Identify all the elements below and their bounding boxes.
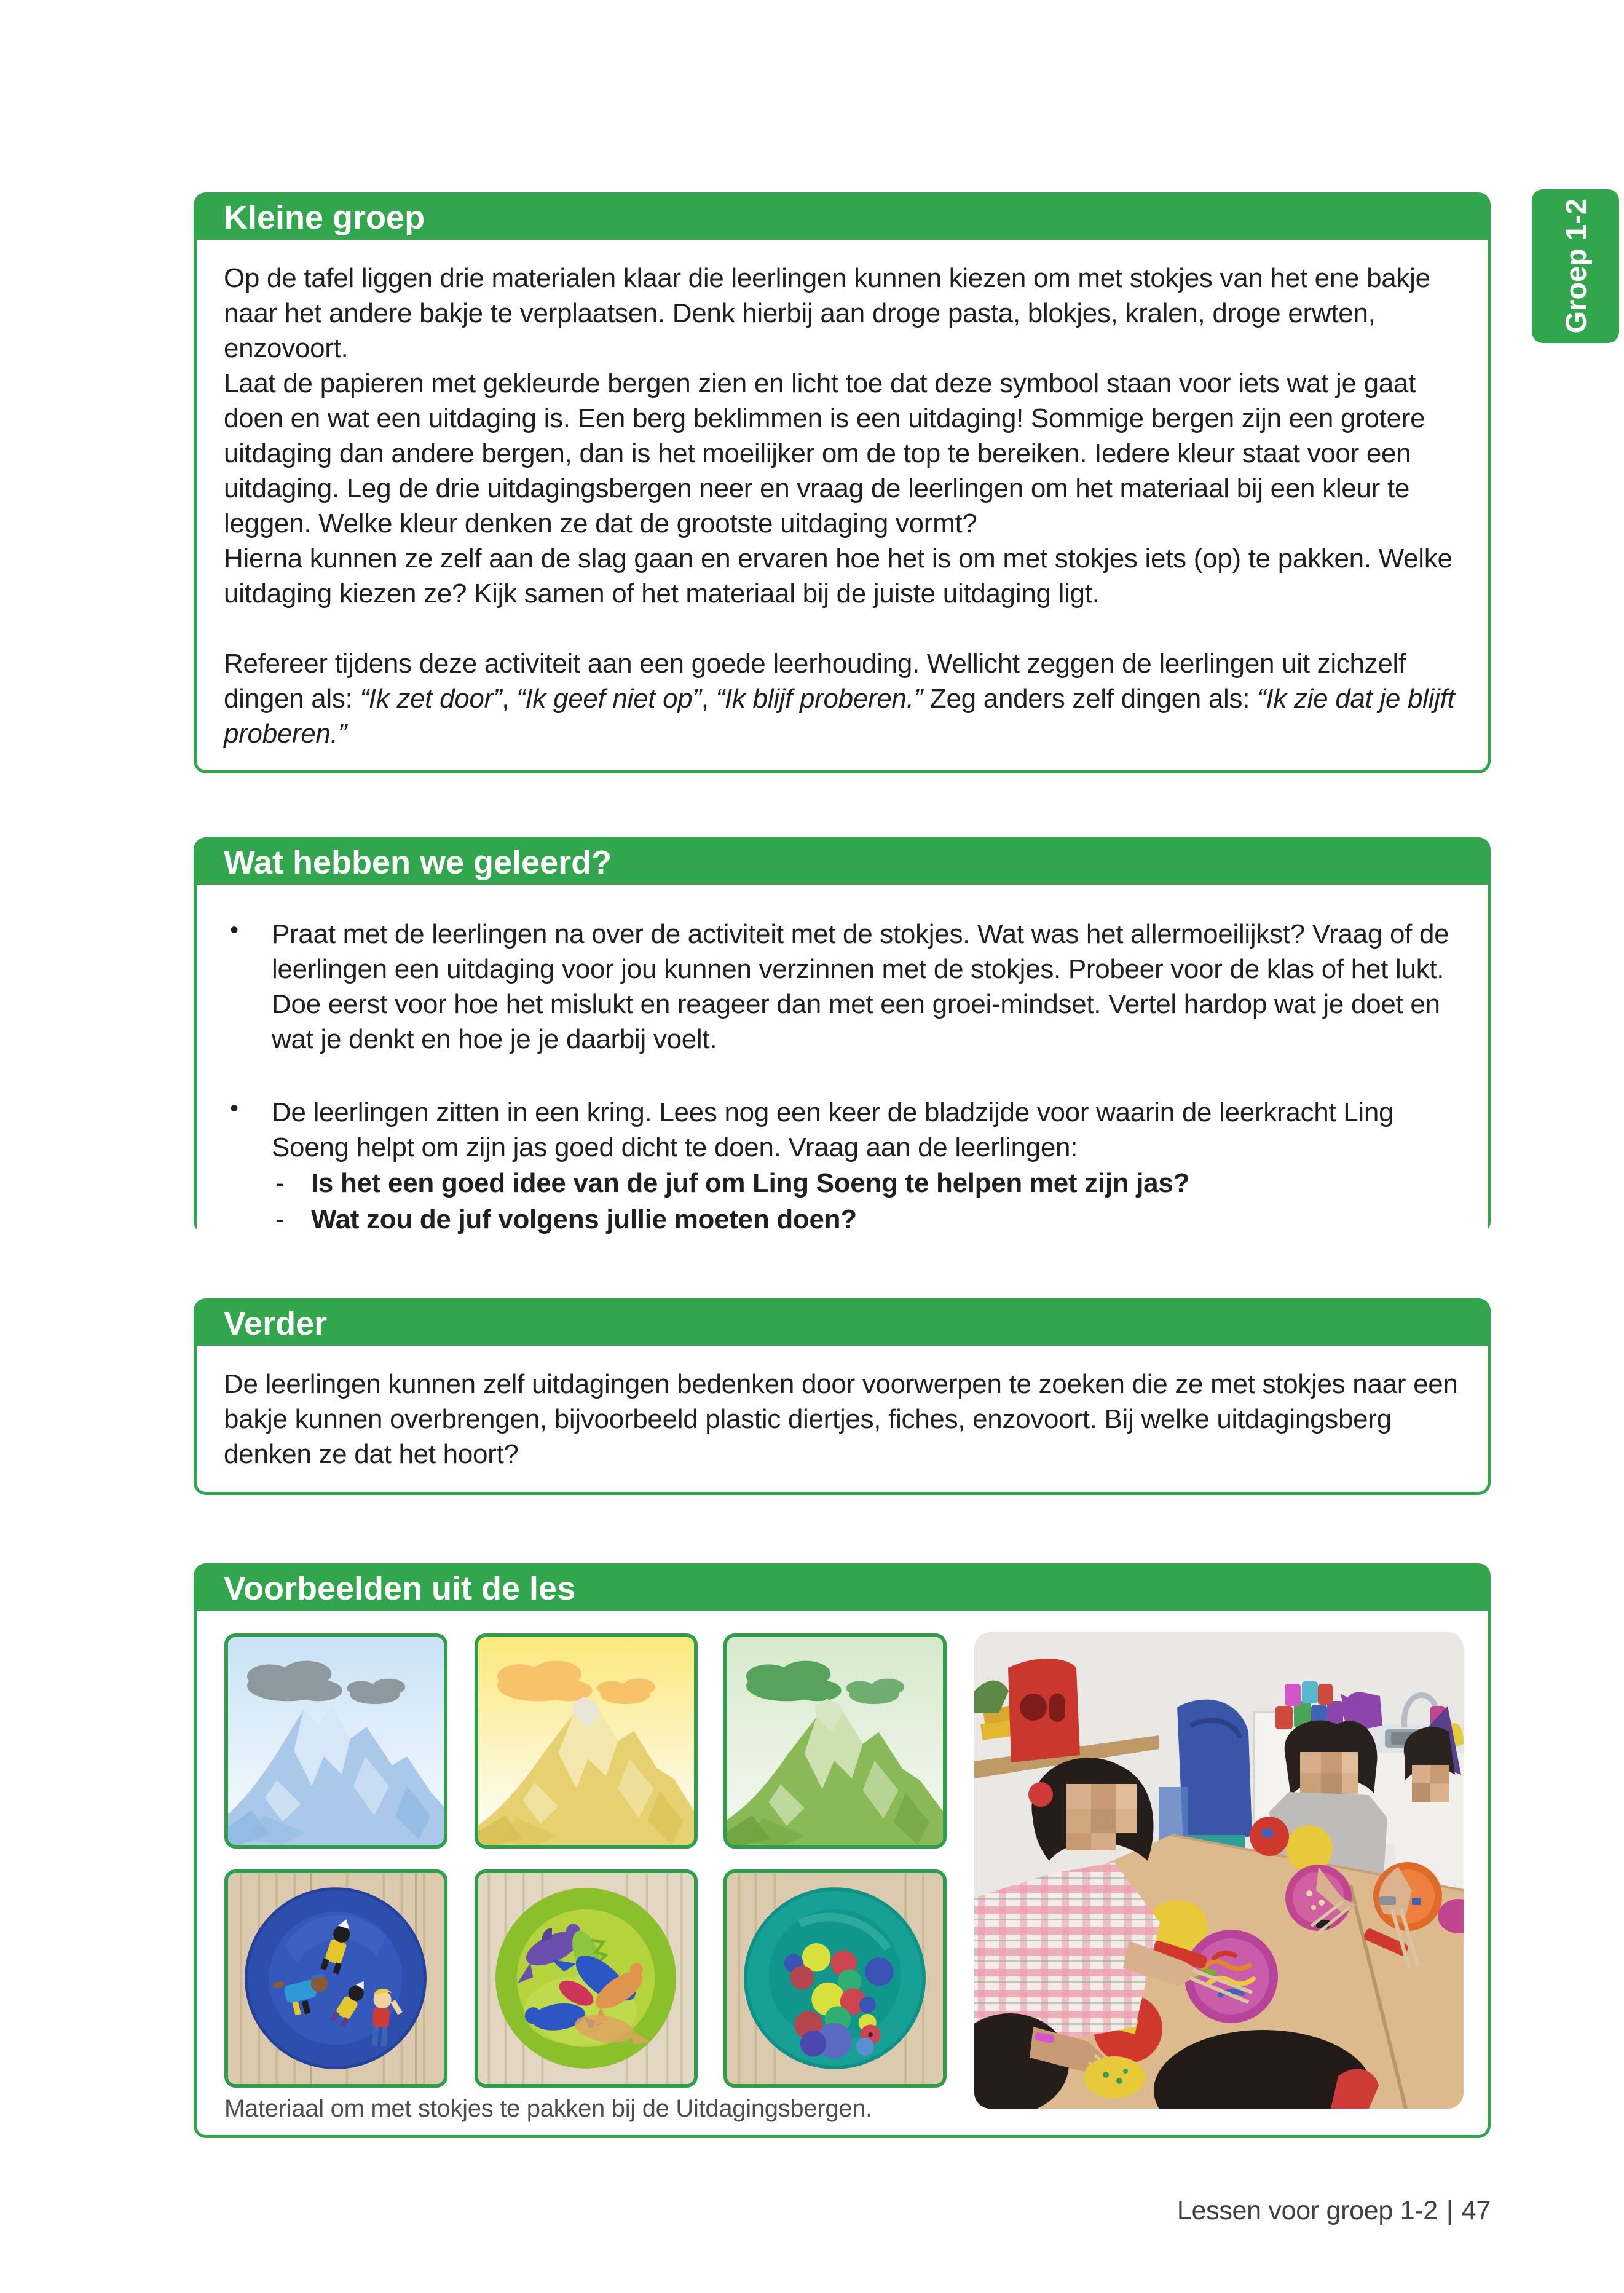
plate-photo-teal-discs [723,1869,947,2088]
group-tab-label: Groep 1-2 [1559,199,1592,334]
question-item: - Is het een goed idee van de juf om Ling Soeng te helpen met zijn jas? [272,1165,1460,1201]
group-tab [1532,189,1619,343]
question-item: - Wat zou de juf volgens jullie moeten doen? [272,1201,1460,1237]
bullet-text: • De leerlingen zitten in een kring. Lees nog een keer de bladzijde voor waarin de leerkracht Ling Soeng helpt om zijn jas goed dicht te doen. Vraag aan de leerlingen: [272,1097,1394,1162]
section-body [197,1346,1488,1492]
plate-photo-green-dinos [475,1869,698,2088]
section-body [197,885,1488,1256]
footer-label: Lessen voor groep 1-2 [1177,2196,1438,2225]
page-number: 47 [1461,2196,1491,2225]
classroom-photo [974,1632,1464,2109]
mountain-card-blue [224,1633,447,1849]
plate-photo-blue-figures [224,1869,447,2088]
section-body [197,1611,1488,2135]
paragraph-refereer: Refereer tijdens deze activiteit aan een goede leerhouding. Wellicht zeggen de leerlingen uit zichzelf dingen als: “Ik zet door”, “Ik geef niet op”, “Ik blijf proberen.” Zeg anders zelf dingen als: “Ik zie dat je blijft proberen.” [224,649,1455,749]
bullet-text: • Praat met de leerlingen na over de activiteit met de stokjes. Wat was het allermoeilijkst? Vraag of de leerlingen een uitdaging voor jou kunnen verzinnen met de stokjes. Probeer voor de klas of het lukt. Doe eerst voor hoe het mislukt en reageer dan met een groei-mindset. Vertel hardop wat je doet en wat je denkt en hoe je je daarbij voelt. [272,919,1449,1054]
section-voorbeelden [194,1563,1491,2138]
section-title-verder: Verder [224,1305,328,1342]
section-body [197,240,1488,770]
section-title-wat-geleerd: Wat hebben we geleerd? [224,844,612,881]
bullet-item [224,917,1460,1057]
section-kleine-groep [194,192,1491,773]
section-title-kleine-groep: Kleine groep [224,199,425,236]
bullet-list [224,917,1460,1237]
paragraph: Laat de papieren met gekleurde bergen zien en licht toe dat deze symbool staan voor iets wat je gaat doen en wat een uitdaging is. Een berg beklimmen is een uitdaging! Sommige bergen zijn een grotere uitdaging dan andere bergen, dan is het moeilijker om de top te bereiken. Iedere kleur staat voor een uitdaging. Leg de drie uitdagingsbergen neer en vraag de leerlingen om het materiaal bij een kleur te leggen. Welke kleur denken ze dat de grootste uitdaging vormt? [224,368,1425,539]
paragraph: Op de tafel liggen drie materialen klaar die leerlingen kunnen kiezen om met stokjes van het ene bakje naar het andere bakje te verplaatsen. Denk hierbij aan droge pasta, blokjes, kralen, droge erwten, enzovoort. [224,263,1430,363]
footer-separator: | [1446,2196,1453,2225]
paragraph: De leerlingen kunnen zelf uitdagingen bedenken door voorwerpen te zoeken die ze met stokjes naar een bakje kunnen overbrengen, bijvoorbeeld plastic diertjes, fiches, enzovoort. Bij welke uitdagingsberg denken ze dat het hoort? [224,1369,1458,1469]
mountain-card-green [723,1633,947,1849]
section-title-voorbeelden: Voorbeelden uit de les [224,1570,576,1607]
paragraph: Hierna kunnen ze zelf aan de slag gaan en ervaren hoe het is om met stokjes iets (op) te pakken. Welke uitdaging kiezen ze? Kijk samen of het materiaal bij de juiste uitdaging ligt. [224,543,1453,609]
image-caption: Materiaal om met stokjes te pakken bij de Uitdagingsbergen. [224,2095,872,2122]
bullet-item [224,1095,1460,1237]
mountain-card-yellow [475,1633,698,1849]
page-footer [1177,2196,1491,2226]
section-verder [194,1298,1491,1495]
section-wat-geleerd [194,837,1491,1234]
